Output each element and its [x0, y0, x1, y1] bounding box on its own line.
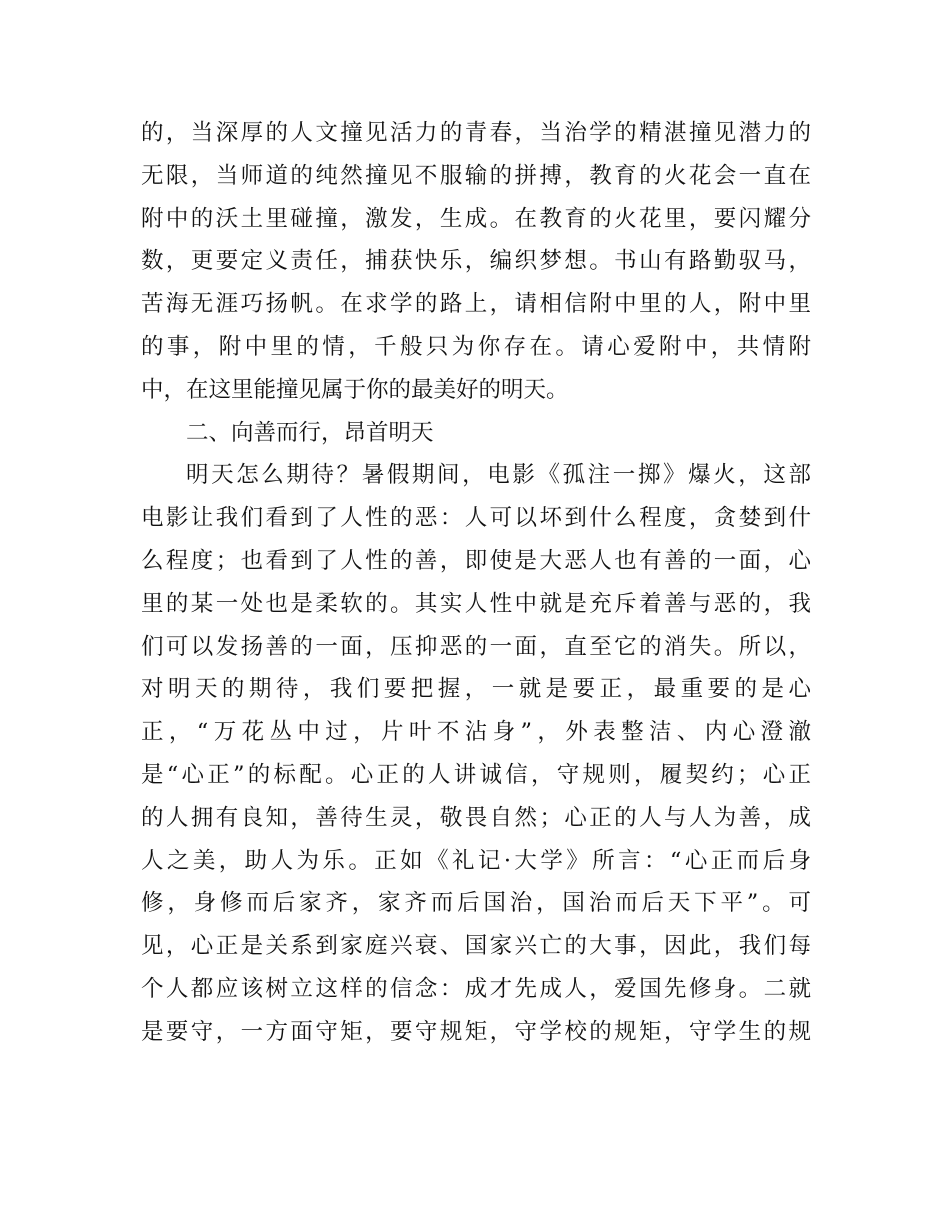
text-line: 的人拥有良知，善待生灵，敬畏自然；心正的人与人为善，成	[141, 804, 811, 831]
document-body	[141, 112, 811, 1054]
text-line: 的事，附中里的情，千般只为你存在。请心爱附中，共情附	[141, 333, 811, 360]
text-line: 修，身修而后家齐，家齐而后国治，国治而后天下平”。可	[141, 890, 811, 917]
text-line: 附中的沃土里碰撞，激发，生成。在教育的火花里，要闪耀分	[141, 205, 811, 232]
paragraph-continuation	[141, 112, 811, 412]
text-line: 么程度；也看到了人性的善，即使是大恶人也有善的一面，心	[141, 547, 811, 574]
text-line: 苦海无涯巧扬帆。在求学的路上，请相信附中里的人，附中里	[141, 291, 811, 318]
text-line: 里的某一处也是柔软的。其实人性中就是充斥着善与恶的，我	[141, 590, 811, 617]
text-line: 见，心正是关系到家庭兴衰、国家兴亡的大事，因此，我们每	[141, 933, 811, 960]
text-line: 人之美，助人为乐。正如《礼记·大学》所言：“心正而后身	[141, 847, 811, 874]
section-heading: 二、向善而行，昂首明天	[186, 419, 434, 446]
text-line: 中，在这里能撞见属于你的最美好的明天。	[141, 376, 569, 403]
text-line: 是要守，一方面守矩，要守规矩，守学校的规矩，守学生的规	[141, 1018, 811, 1045]
text-line: 数，更要定义责任，捕获快乐，编织梦想。书山有路勤驭马，	[141, 248, 811, 275]
text-line: 电影让我们看到了人性的恶：人可以坏到什么程度，贪婪到什	[141, 505, 811, 532]
paragraph-section-2	[141, 454, 811, 1053]
text-line: 明天怎么期待？暑假期间，电影《孤注一掷》爆火，这部	[186, 462, 811, 489]
text-line: 正，“万花丛中过，片叶不沾身”，外表整洁、内心澄澈	[141, 719, 811, 746]
text-line: 是“心正”的标配。心正的人讲诚信，守规则，履契约；心正	[141, 761, 811, 788]
text-line: 的，当深厚的人文撞见活力的青春，当治学的精湛撞见潜力的	[141, 120, 811, 146]
text-line: 对明天的期待，我们要把握，一就是要正，最重要的是心	[141, 676, 811, 703]
text-line: 们可以发扬善的一面，压抑恶的一面，直至它的消失。所以，	[141, 633, 811, 660]
text-line: 个人都应该树立这样的信念：成才先成人，爱国先修身。二就	[141, 975, 811, 1002]
text-line: 无限，当师道的纯然撞见不服输的拼搏，教育的火花会一直在	[141, 162, 811, 189]
